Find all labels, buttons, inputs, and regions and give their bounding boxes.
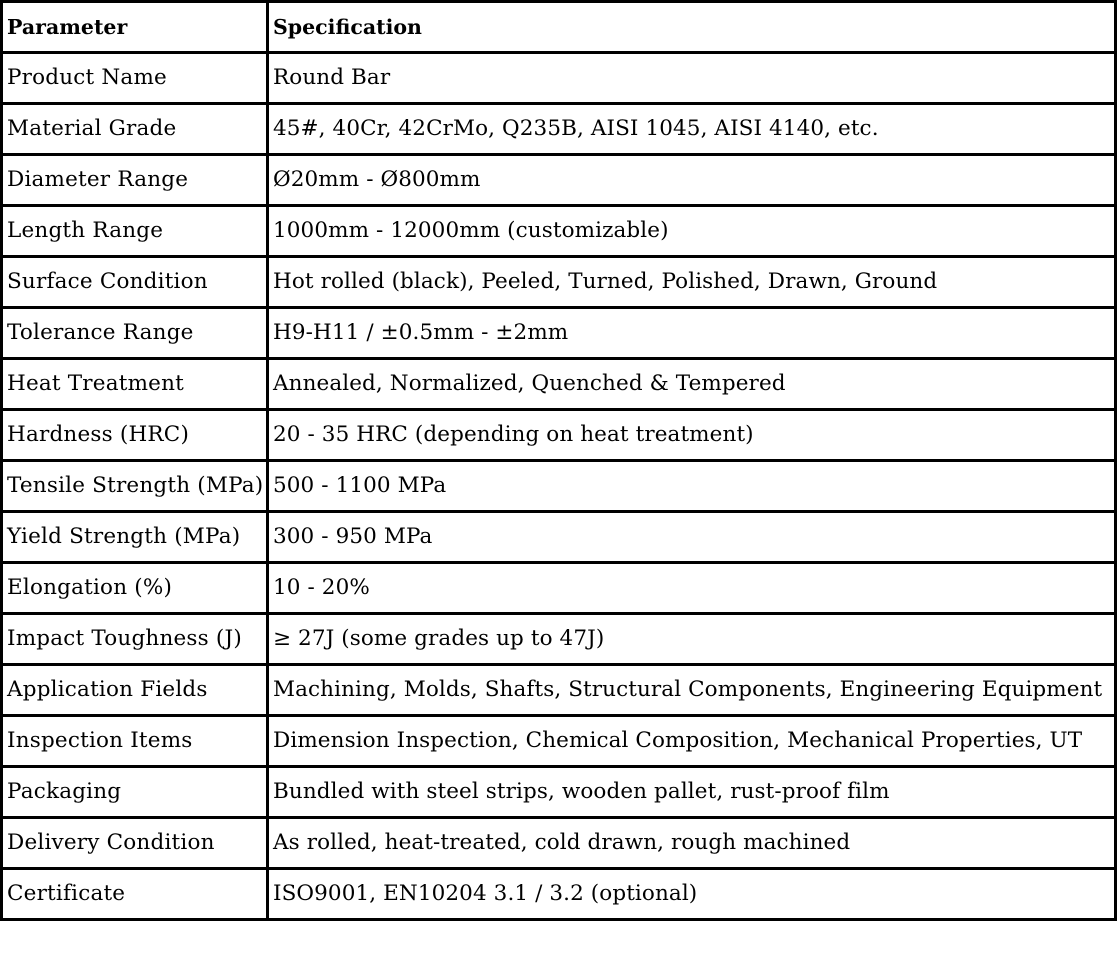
table-header	[2, 2, 1116, 53]
specification-cell: 500 - 1100 MPa	[268, 461, 1116, 512]
specification-cell: 10 - 20%	[268, 563, 1116, 614]
parameter-cell: Material Grade	[2, 104, 268, 155]
table-row	[2, 461, 1116, 512]
parameter-cell: Tolerance Range	[2, 308, 268, 359]
parameter-cell: Elongation (%)	[2, 563, 268, 614]
parameter-cell: Delivery Condition	[2, 818, 268, 869]
specification-cell: 1000mm - 12000mm (customizable)	[268, 206, 1116, 257]
table-row	[2, 53, 1116, 104]
parameter-cell: Product Name	[2, 53, 268, 104]
table-row	[2, 818, 1116, 869]
specification-cell: H9-H11 / ±0.5mm - ±2mm	[268, 308, 1116, 359]
parameter-cell: Surface Condition	[2, 257, 268, 308]
table-row	[2, 614, 1116, 665]
table-row	[2, 767, 1116, 818]
parameter-cell: Application Fields	[2, 665, 268, 716]
table-row	[2, 410, 1116, 461]
parameter-cell: Packaging	[2, 767, 268, 818]
header-specification: Specification	[268, 2, 1116, 53]
specification-cell: Dimension Inspection, Chemical Composition, Mechanical Properties, UT	[268, 716, 1116, 767]
specification-cell: 45#, 40Cr, 42CrMo, Q235B, AISI 1045, AISI 4140, etc.	[268, 104, 1116, 155]
specification-cell: Annealed, Normalized, Quenched & Tempered	[268, 359, 1116, 410]
parameter-cell: Tensile Strength (MPa)	[2, 461, 268, 512]
table-row	[2, 665, 1116, 716]
parameter-cell: Inspection Items	[2, 716, 268, 767]
table-row	[2, 155, 1116, 206]
table-row	[2, 563, 1116, 614]
specification-cell: Hot rolled (black), Peeled, Turned, Polished, Drawn, Ground	[268, 257, 1116, 308]
table-row	[2, 359, 1116, 410]
table-row	[2, 206, 1116, 257]
table-row	[2, 257, 1116, 308]
table-row	[2, 104, 1116, 155]
parameter-cell: Impact Toughness (J)	[2, 614, 268, 665]
specification-cell: ISO9001, EN10204 3.1 / 3.2 (optional)	[268, 869, 1116, 920]
specification-cell: Machining, Molds, Shafts, Structural Components, Engineering Equipment	[268, 665, 1116, 716]
specification-cell: Round Bar	[268, 53, 1116, 104]
table-row	[2, 716, 1116, 767]
table-row	[2, 869, 1116, 920]
header-parameter: Parameter	[2, 2, 268, 53]
header-row	[2, 2, 1116, 53]
table-row	[2, 512, 1116, 563]
specification-cell: 20 - 35 HRC (depending on heat treatment)	[268, 410, 1116, 461]
specification-cell: As rolled, heat-treated, cold drawn, rough machined	[268, 818, 1116, 869]
specification-cell: Bundled with steel strips, wooden pallet, rust-proof film	[268, 767, 1116, 818]
parameter-cell: Yield Strength (MPa)	[2, 512, 268, 563]
parameter-cell: Heat Treatment	[2, 359, 268, 410]
specification-cell: ≥ 27J (some grades up to 47J)	[268, 614, 1116, 665]
specification-cell: Ø20mm - Ø800mm	[268, 155, 1116, 206]
parameter-cell: Diameter Range	[2, 155, 268, 206]
specification-cell: 300 - 950 MPa	[268, 512, 1116, 563]
parameter-cell: Length Range	[2, 206, 268, 257]
parameter-cell: Hardness (HRC)	[2, 410, 268, 461]
table-body	[2, 53, 1116, 920]
table-row	[2, 308, 1116, 359]
parameter-cell: Certificate	[2, 869, 268, 920]
